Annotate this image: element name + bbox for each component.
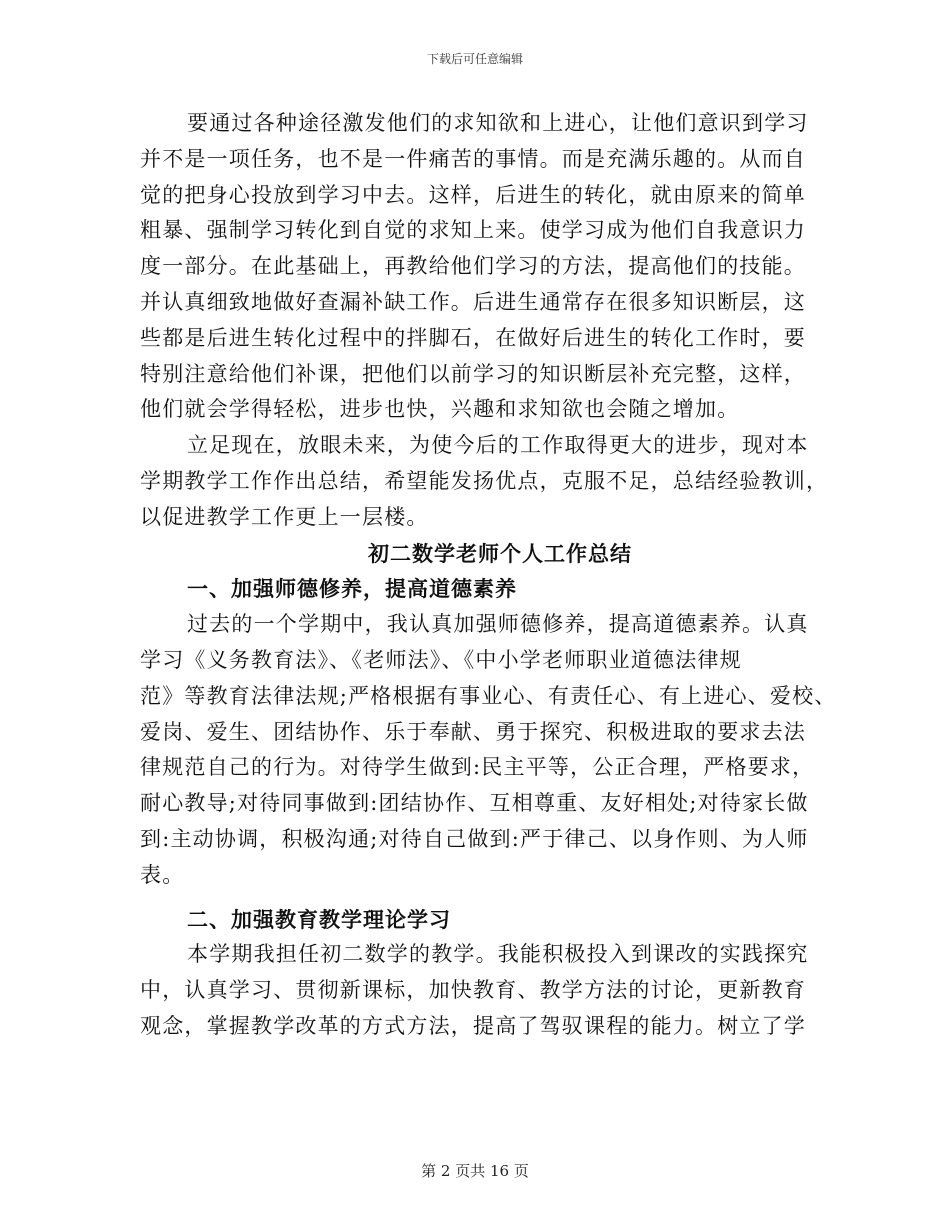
document-title: 初二数学老师个人工作总结 — [368, 540, 632, 566]
text-line: 立足现在，放眼未来，为使今后的工作取得更大的进步，现对本 — [187, 433, 809, 458]
text-line: 本学期我担任初二数学的教学。我能积极投入到课改的实践探究 — [187, 942, 809, 967]
section-heading-1: 一、加强师德修养，提高道德素养 — [187, 576, 517, 602]
text-line: 律规范自己的行为。对待学生做到:民主平等，公正合理，严格要求， — [140, 755, 815, 780]
text-line: 些都是后进生转化过程中的拌脚石，在做好后进生的转化工作时，要 — [140, 325, 806, 350]
text-line: 他们就会学得轻松，进步也快，兴趣和求知欲也会随之增加。 — [140, 397, 740, 422]
text-line: 学期教学工作作出总结，希望能发扬优点，克服不足，总结经验教训， — [140, 468, 829, 493]
page-header: 下载后可任意编辑 — [426, 52, 523, 66]
text-line: 学习《义务教育法》、《老师法》、《中小学老师职业道德法律规 — [140, 647, 742, 672]
page-footer: 第 2 页共 16 页 — [421, 1162, 529, 1180]
text-line: 中，认真学习、贯彻新课标，加快教育、教学方法的讨论，更新教育 — [140, 978, 806, 1003]
text-line: 表。 — [140, 862, 185, 887]
text-line: 爱岗、爱生、团结协作、乐于奉献、勇于探究、积极进取的要求去法 — [140, 719, 806, 744]
text-line: 要通过各种途径激发他们的求知欲和上进心，让他们意识到学习 — [187, 111, 809, 135]
text-line: 觉的把身心投放到学习中去。这样，后进生的转化，就由原来的简单 — [140, 182, 806, 207]
text-line: 粗暴、强制学习转化到自觉的求知上来。使学习成为他们自我意识力 — [140, 218, 806, 243]
text-line: 度一部分。在此基础上，再教给他们学习的方法，提高他们的技能。 — [140, 254, 806, 279]
text-line: 特别注意给他们补课，把他们以前学习的知识断层补充完整，这样， — [140, 361, 806, 386]
section-2-body — [140, 937, 830, 1044]
text-line: 并认真细致地做好查漏补缺工作。后进生通常存在很多知识断层，这 — [140, 289, 806, 314]
spacer — [140, 894, 830, 902]
section-heading-2: 二、加强教育教学理论学习 — [187, 906, 451, 932]
section-1-body — [140, 607, 837, 893]
document-body — [140, 106, 837, 1045]
paragraph-2 — [140, 428, 830, 535]
text-line: 到:主动协调，积极沟通;对待自己做到:严于律己、以身作则、为人师 — [140, 826, 809, 851]
text-line: 过去的一个学期中，我认真加强师德修养，提高道德素养。认真 — [187, 612, 809, 637]
text-line: 以促进教学工作更上一层楼。 — [140, 504, 429, 529]
text-line: 耐心教导;对待同事做到:团结协作、互相尊重、友好相处;对待家长做 — [140, 791, 809, 816]
paragraph-1 — [140, 106, 830, 428]
text-line: 范》等教育法律法规;严格根据有事业心、有责任心、有上进心、爱校、 — [140, 683, 837, 708]
text-line: 观念，掌握教学改革的方式方法，提高了驾驭课程的能力。树立了学 — [140, 1013, 806, 1038]
text-line: 并不是一项任务，也不是一件痛苦的事情。而是充满乐趣的。从而自 — [140, 146, 806, 171]
